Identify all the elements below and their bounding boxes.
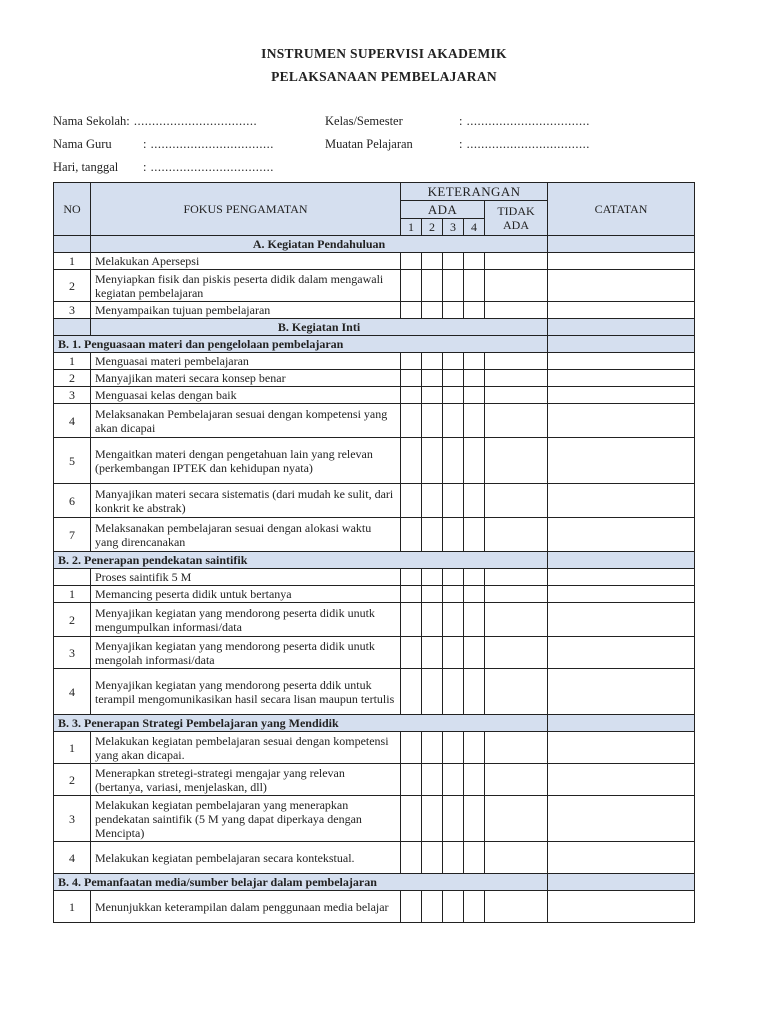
- score-3-cell[interactable]: [443, 270, 464, 302]
- score-3-cell[interactable]: [443, 518, 464, 552]
- info-sekolah: [53, 114, 257, 129]
- subsection-b2-row: [54, 552, 695, 569]
- score-4-cell[interactable]: [464, 370, 485, 387]
- score-1-cell[interactable]: [401, 764, 422, 796]
- subsection-catatan-cell: [548, 874, 695, 891]
- subsection-b3-row: [54, 715, 695, 732]
- info-guru: [53, 137, 274, 152]
- score-4-cell[interactable]: [464, 669, 485, 715]
- score-2-cell[interactable]: [422, 484, 443, 518]
- subsection-catatan-cell: [548, 715, 695, 732]
- tidak-ada-cell[interactable]: [485, 387, 548, 404]
- score-3-cell[interactable]: [443, 370, 464, 387]
- hari-field[interactable]: : ..................................: [143, 160, 274, 174]
- row-number: 2: [54, 370, 91, 387]
- subsection-title: B. 4. Pemanfaatan media/sumber belajar dalam pembelajaran: [54, 874, 548, 891]
- row-number: 3: [54, 796, 91, 842]
- table-row: [54, 404, 695, 438]
- row-fokus-text: Menyajikan kegiatan yang mendorong peserta didik unutk mengumpulkan informasi/data: [91, 603, 401, 637]
- muatan-field[interactable]: : ..................................: [459, 137, 590, 151]
- row-number: 3: [54, 387, 91, 404]
- header-score-4: 4: [464, 219, 485, 236]
- score-1-cell[interactable]: [401, 569, 422, 586]
- score-4-cell[interactable]: [464, 732, 485, 764]
- catatan-cell[interactable]: [548, 603, 695, 637]
- catatan-cell[interactable]: [548, 569, 695, 586]
- score-2-cell[interactable]: [422, 569, 443, 586]
- section-title: B. Kegiatan Inti: [91, 319, 548, 336]
- catatan-cell[interactable]: [548, 842, 695, 874]
- score-1-cell[interactable]: [401, 796, 422, 842]
- score-3-cell[interactable]: [443, 603, 464, 637]
- row-number: 3: [54, 302, 91, 319]
- score-3-cell[interactable]: [443, 302, 464, 319]
- tidak-ada-cell[interactable]: [485, 438, 548, 484]
- score-2-cell[interactable]: [422, 586, 443, 603]
- subsection-catatan-cell: [548, 552, 695, 569]
- score-2-cell[interactable]: [422, 438, 443, 484]
- score-3-cell[interactable]: [443, 438, 464, 484]
- subsection-title: B. 3. Penerapan Strategi Pembelajaran yang Mendidik: [54, 715, 548, 732]
- row-fokus-text: Manyajikan materi secara sistematis (dari mudah ke sulit, dari konkrit ke abstrak): [91, 484, 401, 518]
- score-3-cell[interactable]: [443, 637, 464, 669]
- section-a-row: [54, 236, 695, 253]
- tidak-ada-cell[interactable]: [485, 842, 548, 874]
- row-fokus-text: Melakukan kegiatan pembelajaran sesuai dengan kompetensi yang akan dicapai.: [91, 732, 401, 764]
- table-row: [54, 270, 695, 302]
- row-number: 2: [54, 603, 91, 637]
- score-4-cell[interactable]: [464, 438, 485, 484]
- score-3-cell[interactable]: [443, 764, 464, 796]
- table-body: [54, 236, 695, 923]
- score-1-cell[interactable]: [401, 353, 422, 370]
- guru-field[interactable]: : ..................................: [143, 137, 274, 151]
- score-4-cell[interactable]: [464, 387, 485, 404]
- row-number: 5: [54, 438, 91, 484]
- table-row: [54, 586, 695, 603]
- score-4-cell[interactable]: [464, 842, 485, 874]
- score-4-cell[interactable]: [464, 253, 485, 270]
- tidak-ada-cell[interactable]: [485, 404, 548, 438]
- score-3-cell[interactable]: [443, 569, 464, 586]
- score-2-cell[interactable]: [422, 253, 443, 270]
- subsection-title: B. 2. Penerapan pendekatan saintifik: [54, 552, 548, 569]
- row-fokus-text: Menyajikan kegiatan yang mendorong peserta didik unutk mengolah informasi/data: [91, 637, 401, 669]
- score-2-cell[interactable]: [422, 603, 443, 637]
- table-row: [54, 253, 695, 270]
- tidak-ada-cell[interactable]: [485, 270, 548, 302]
- tidak-ada-cell[interactable]: [485, 484, 548, 518]
- table-row: [54, 732, 695, 764]
- sekolah-label: Nama Sekolah: [53, 114, 127, 128]
- score-1-cell[interactable]: [401, 518, 422, 552]
- catatan-cell[interactable]: [548, 404, 695, 438]
- table-row: [54, 484, 695, 518]
- catatan-cell[interactable]: [548, 438, 695, 484]
- table-row: [54, 637, 695, 669]
- b2-intro-row: [54, 569, 695, 586]
- row-fokus-text: Menguasai materi pembelajaran: [91, 353, 401, 370]
- row-fokus-text: Melaksanakan pembelajaran sesuai dengan alokasi waktu yang direncanakan: [91, 518, 401, 552]
- score-1-cell[interactable]: [401, 637, 422, 669]
- row-fokus-text: Memancing peserta didik untuk bertanya: [91, 586, 401, 603]
- section-catatan-cell: [548, 319, 695, 336]
- subsection-catatan-cell: [548, 336, 695, 353]
- table-row: [54, 370, 695, 387]
- score-2-cell[interactable]: [422, 732, 443, 764]
- row-number: 1: [54, 253, 91, 270]
- header-score-3: 3: [443, 219, 464, 236]
- catatan-cell[interactable]: [548, 387, 695, 404]
- score-3-cell[interactable]: [443, 842, 464, 874]
- row-number: 1: [54, 891, 91, 923]
- score-3-cell[interactable]: [443, 404, 464, 438]
- score-2-cell[interactable]: [422, 353, 443, 370]
- score-3-cell[interactable]: [443, 353, 464, 370]
- catatan-cell[interactable]: [548, 637, 695, 669]
- score-2-cell[interactable]: [422, 270, 443, 302]
- row-number: 1: [54, 586, 91, 603]
- sekolah-field[interactable]: : ..................................: [126, 114, 258, 128]
- document-title: INSTRUMEN SUPERVISI AKADEMIK: [261, 46, 507, 61]
- catatan-cell[interactable]: [548, 302, 695, 319]
- score-1-cell[interactable]: [401, 484, 422, 518]
- row-number: 4: [54, 404, 91, 438]
- section-catatan-cell: [548, 236, 695, 253]
- score-2-cell[interactable]: [422, 387, 443, 404]
- score-4-cell[interactable]: [464, 764, 485, 796]
- catatan-cell[interactable]: [548, 891, 695, 923]
- score-4-cell[interactable]: [464, 484, 485, 518]
- score-2-cell[interactable]: [422, 764, 443, 796]
- header-fokus: FOKUS PENGAMATAN: [91, 183, 401, 236]
- row-fokus-text: Menyajikan kegiatan yang mendorong peserta ddik untuk terampil mengomunikasikan hasil secara lisan maupun tertulis: [91, 669, 401, 715]
- muatan-label: Muatan Pelajaran: [325, 137, 413, 151]
- score-3-cell[interactable]: [443, 796, 464, 842]
- catatan-cell[interactable]: [548, 253, 695, 270]
- catatan-cell[interactable]: [548, 796, 695, 842]
- row-number: 1: [54, 353, 91, 370]
- section-no-cell: [54, 236, 91, 253]
- table-row: [54, 302, 695, 319]
- tidak-ada-cell[interactable]: [485, 796, 548, 842]
- row-fokus-text: Menguasai kelas dengan baik: [91, 387, 401, 404]
- catatan-cell[interactable]: [548, 370, 695, 387]
- catatan-cell[interactable]: [548, 586, 695, 603]
- score-3-cell[interactable]: [443, 732, 464, 764]
- score-2-cell[interactable]: [422, 842, 443, 874]
- header-score-1: 1: [401, 219, 422, 236]
- catatan-cell[interactable]: [548, 669, 695, 715]
- row-fokus-text: Melakukan kegiatan pembelajaran yang menerapkan pendekatan saintifik (5 M yang dapat diperkaya dengan Mencipta): [91, 796, 401, 842]
- section-title: A. Kegiatan Pendahuluan: [91, 236, 548, 253]
- row-number: 4: [54, 669, 91, 715]
- guru-label: Nama Guru: [53, 137, 112, 151]
- document-subtitle: PELAKSANAAN PEMBELAJARAN: [271, 69, 497, 84]
- score-1-cell[interactable]: [401, 732, 422, 764]
- score-4-cell[interactable]: [464, 518, 485, 552]
- score-4-cell[interactable]: [464, 404, 485, 438]
- score-2-cell[interactable]: [422, 518, 443, 552]
- score-1-cell[interactable]: [401, 302, 422, 319]
- score-2-cell[interactable]: [422, 891, 443, 923]
- kelas-field[interactable]: : ..................................: [459, 114, 590, 128]
- info-hari: [53, 160, 274, 175]
- score-1-cell[interactable]: [401, 891, 422, 923]
- row-number: [54, 569, 91, 586]
- tidak-ada-cell[interactable]: [485, 302, 548, 319]
- score-4-cell[interactable]: [464, 302, 485, 319]
- score-2-cell[interactable]: [422, 669, 443, 715]
- score-3-cell[interactable]: [443, 669, 464, 715]
- tidak-ada-cell[interactable]: [485, 353, 548, 370]
- tidak-ada-cell[interactable]: [485, 669, 548, 715]
- row-fokus-text: Menyampaikan tujuan pembelajaran: [91, 302, 401, 319]
- row-number: 6: [54, 484, 91, 518]
- score-3-cell[interactable]: [443, 586, 464, 603]
- header-ada: ADA: [401, 201, 485, 219]
- score-1-cell[interactable]: [401, 842, 422, 874]
- row-number: 3: [54, 637, 91, 669]
- score-1-cell[interactable]: [401, 253, 422, 270]
- subsection-b1-row: [54, 336, 695, 353]
- catatan-cell[interactable]: [548, 484, 695, 518]
- header-score-2: 2: [422, 219, 443, 236]
- table-row: [54, 518, 695, 552]
- row-number: 7: [54, 518, 91, 552]
- score-1-cell[interactable]: [401, 438, 422, 484]
- score-4-cell[interactable]: [464, 603, 485, 637]
- table-row: [54, 387, 695, 404]
- tidak-ada-cell[interactable]: [485, 569, 548, 586]
- score-2-cell[interactable]: [422, 796, 443, 842]
- table-row: [54, 603, 695, 637]
- row-fokus-text: Menerapkan stretegi-strategi mengajar yang relevan (bertanya, variasi, menjelaskan, dll): [91, 764, 401, 796]
- table-row: [54, 438, 695, 484]
- info-kelas: [325, 114, 590, 129]
- row-number: 1: [54, 732, 91, 764]
- catatan-cell[interactable]: [548, 732, 695, 764]
- score-3-cell[interactable]: [443, 891, 464, 923]
- table-row: [54, 842, 695, 874]
- score-1-cell[interactable]: [401, 387, 422, 404]
- tidak-ada-cell[interactable]: [485, 586, 548, 603]
- score-4-cell[interactable]: [464, 796, 485, 842]
- score-4-cell[interactable]: [464, 569, 485, 586]
- tidak-ada-cell[interactable]: [485, 603, 548, 637]
- score-3-cell[interactable]: [443, 484, 464, 518]
- score-1-cell[interactable]: [401, 370, 422, 387]
- catatan-cell[interactable]: [548, 270, 695, 302]
- row-fokus-text: Menyiapkan fisik dan piskis peserta didik dalam mengawali kegiatan pembelajaran: [91, 270, 401, 302]
- row-fokus-text: Manyajikan materi secara konsep benar: [91, 370, 401, 387]
- row-number: 2: [54, 270, 91, 302]
- table-row: [54, 764, 695, 796]
- catatan-cell[interactable]: [548, 518, 695, 552]
- row-fokus-text: Menunjukkan keterampilan dalam penggunaan media belajar: [91, 891, 401, 923]
- score-1-cell[interactable]: [401, 669, 422, 715]
- score-1-cell[interactable]: [401, 404, 422, 438]
- subsection-b4-row: [54, 874, 695, 891]
- score-1-cell[interactable]: [401, 603, 422, 637]
- row-fokus-text: Proses saintifik 5 M: [91, 569, 401, 586]
- catatan-cell[interactable]: [548, 353, 695, 370]
- score-2-cell[interactable]: [422, 302, 443, 319]
- row-fokus-text: Melakukan Apersepsi: [91, 253, 401, 270]
- hari-label: Hari, tanggal: [53, 160, 119, 174]
- observation-table: [53, 182, 695, 923]
- score-4-cell[interactable]: [464, 353, 485, 370]
- header-no: NO: [54, 183, 91, 236]
- header-catatan: CATATAN: [548, 183, 695, 236]
- score-2-cell[interactable]: [422, 404, 443, 438]
- tidak-ada-cell[interactable]: [485, 637, 548, 669]
- score-4-cell[interactable]: [464, 637, 485, 669]
- score-4-cell[interactable]: [464, 891, 485, 923]
- score-1-cell[interactable]: [401, 586, 422, 603]
- score-1-cell[interactable]: [401, 270, 422, 302]
- section-no-cell: [54, 319, 91, 336]
- row-number: 2: [54, 764, 91, 796]
- score-2-cell[interactable]: [422, 637, 443, 669]
- tidak-ada-cell[interactable]: [485, 518, 548, 552]
- score-4-cell[interactable]: [464, 270, 485, 302]
- header-tidak-ada: TIDAK ADA: [485, 201, 548, 236]
- info-muatan: [325, 137, 590, 152]
- table-row: [54, 353, 695, 370]
- score-3-cell[interactable]: [443, 253, 464, 270]
- score-3-cell[interactable]: [443, 387, 464, 404]
- tidak-ada-cell[interactable]: [485, 253, 548, 270]
- kelas-label: Kelas/Semester: [325, 114, 403, 128]
- subsection-title: B. 1. Penguasaan materi dan pengelolaan pembelajaran: [54, 336, 548, 353]
- table-row: [54, 669, 695, 715]
- section-b-row: [54, 319, 695, 336]
- row-number: 4: [54, 842, 91, 874]
- tidak-ada-cell[interactable]: [485, 732, 548, 764]
- score-4-cell[interactable]: [464, 586, 485, 603]
- row-fokus-text: Mengaitkan materi dengan pengetahuan lain yang relevan (perkembangan IPTEK dan kehidupan nyata): [91, 438, 401, 484]
- tidak-ada-cell[interactable]: [485, 891, 548, 923]
- table-row: [54, 891, 695, 923]
- tidak-ada-cell[interactable]: [485, 764, 548, 796]
- tidak-ada-cell[interactable]: [485, 370, 548, 387]
- row-fokus-text: Melaksanakan Pembelajaran sesuai dengan kompetensi yang akan dicapai: [91, 404, 401, 438]
- score-2-cell[interactable]: [422, 370, 443, 387]
- table-row: [54, 796, 695, 842]
- catatan-cell[interactable]: [548, 764, 695, 796]
- header-keterangan: KETERANGAN: [401, 183, 548, 201]
- row-fokus-text: Melakukan kegiatan pembelajaran secara kontekstual.: [91, 842, 401, 874]
